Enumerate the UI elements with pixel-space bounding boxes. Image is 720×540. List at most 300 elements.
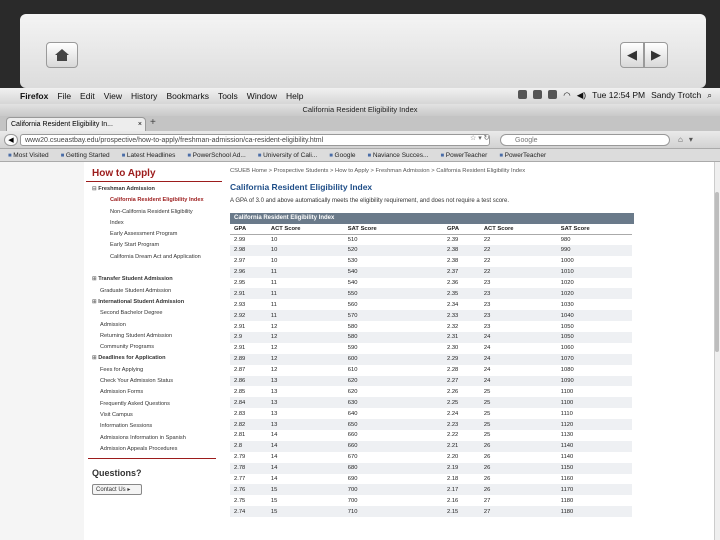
column-gap xyxy=(419,365,443,376)
table-cell: 560 xyxy=(347,301,358,308)
scrollbar[interactable] xyxy=(714,162,720,540)
table-row xyxy=(230,430,632,441)
back-button[interactable]: ◀ xyxy=(4,134,18,146)
spotlight-icon[interactable]: ⌕ xyxy=(707,90,712,100)
new-tab-icon[interactable]: + xyxy=(150,117,156,128)
bookmark-item[interactable]: ■ Naviance Succes... xyxy=(368,152,429,159)
table-cell: 25 xyxy=(483,432,491,439)
table-cell: 1100 xyxy=(557,397,632,408)
clock[interactable]: Tue 12:54 PM xyxy=(592,90,646,100)
table-cell: 2.8 xyxy=(230,441,267,452)
table-row xyxy=(230,376,632,387)
table-cell: 24 xyxy=(480,332,557,343)
table-cell: 680 xyxy=(344,463,419,474)
column-gap xyxy=(419,474,443,485)
table-row xyxy=(230,397,632,408)
table-cell: 2.30 xyxy=(446,345,459,352)
table-cell: 2.78 xyxy=(230,463,267,474)
navigation-toolbar xyxy=(0,131,720,149)
table-cell: 2.26 xyxy=(446,388,459,395)
table-row xyxy=(230,321,632,332)
table-cell: 13 xyxy=(267,376,344,387)
menu-edit[interactable]: Edit xyxy=(80,91,95,101)
table-cell: 1110 xyxy=(560,410,573,417)
column-gap xyxy=(419,495,443,506)
table-cell: 2.15 xyxy=(443,506,480,517)
column-header: GPA xyxy=(443,224,480,234)
table-cell: 13 xyxy=(270,410,278,417)
column-header: ACT Score xyxy=(480,224,557,234)
sidebar-item[interactable]: Admission xyxy=(100,321,126,328)
column-gap xyxy=(419,386,443,397)
table-cell: 700 xyxy=(344,484,419,495)
table-row xyxy=(230,474,632,485)
bookmark-item[interactable]: ■ PowerTeacher xyxy=(440,152,487,159)
eligibility-table xyxy=(230,224,632,517)
table-row xyxy=(230,299,632,310)
table-cell: 2.36 xyxy=(446,280,459,286)
table-cell: 2.97 xyxy=(234,258,246,265)
table-cell: 1020 xyxy=(557,288,632,299)
tab-active[interactable] xyxy=(6,117,146,131)
table-cell: 11 xyxy=(270,280,277,286)
column-gap xyxy=(419,419,443,430)
contact-us-button[interactable]: Contact Us ▸ xyxy=(92,484,142,495)
table-row xyxy=(230,463,632,474)
status-area xyxy=(518,90,712,101)
table-row xyxy=(230,419,632,430)
table-cell: 1120 xyxy=(557,419,632,430)
table-cell: 23 xyxy=(480,288,557,299)
table-cell: 1080 xyxy=(560,367,574,374)
table-cell: 14 xyxy=(267,463,344,474)
table-cell: 510 xyxy=(347,236,358,243)
table-cell: 2.19 xyxy=(443,463,480,474)
table-cell: 2.83 xyxy=(234,410,246,417)
table-cell: 1100 xyxy=(560,388,574,395)
table-row xyxy=(230,441,632,452)
mac-menu-bar xyxy=(0,88,720,104)
table-row xyxy=(230,343,632,354)
table-cell: 2.24 xyxy=(446,410,459,417)
table-cell: 700 xyxy=(347,497,358,504)
table-cell: 660 xyxy=(347,432,358,439)
sidebar-item[interactable]: Check Your Admission Status xyxy=(100,378,174,385)
table-cell: 1140 xyxy=(560,454,574,461)
bookmark-item[interactable]: ■ Getting Started xyxy=(61,152,110,159)
sidebar-item[interactable]: Returning Student Admission xyxy=(100,332,173,339)
table-cell: 2.33 xyxy=(443,310,480,321)
table-cell: 530 xyxy=(347,258,358,265)
arrow-left-icon: ◀ xyxy=(627,47,637,62)
sidebar-item[interactable]: California Resident Eligibility Index xyxy=(110,197,204,204)
search-input[interactable]: Google xyxy=(500,134,670,146)
column-gap xyxy=(419,376,443,387)
sidebar-item[interactable]: ⊞ Deadlines for Application xyxy=(86,353,222,364)
home-icon xyxy=(54,48,70,62)
sidebar-item[interactable]: ⊞ International Student Admission xyxy=(86,297,222,308)
sidebar-item[interactable]: Non-California Resident Eligibility xyxy=(110,208,193,215)
table-cell: 22 xyxy=(483,258,491,265)
table-row xyxy=(230,278,632,289)
table-cell: 600 xyxy=(344,354,419,365)
table-cell: 2.75 xyxy=(234,497,246,504)
table-cell: 26 xyxy=(480,463,557,474)
table-cell: 1030 xyxy=(560,301,574,308)
table-cell: 1140 xyxy=(557,441,632,452)
column-gap xyxy=(419,245,443,256)
menu-file[interactable]: File xyxy=(57,91,72,101)
table-cell: 12 xyxy=(270,367,278,374)
previous-slide-button[interactable] xyxy=(620,42,644,68)
table-cell: 550 xyxy=(344,288,419,299)
scroll-thumb[interactable] xyxy=(715,192,719,352)
column-gap xyxy=(419,397,443,408)
sidebar-item[interactable]: California Dream Act and Application xyxy=(110,253,201,260)
questions-heading: Questions? xyxy=(92,468,142,478)
table-row xyxy=(230,332,632,343)
table-cell: 2.92 xyxy=(230,310,267,321)
table-cell: 10 xyxy=(270,258,278,265)
table-cell: 670 xyxy=(347,454,358,461)
tab-label: California Resident Eligibility In... xyxy=(11,121,113,128)
table-cell: 2.93 xyxy=(234,301,246,308)
column-gap xyxy=(419,430,443,441)
table-cell: 2.77 xyxy=(234,476,246,483)
column-header: ACT Score xyxy=(267,224,344,234)
table-header-row xyxy=(230,224,632,234)
table-cell: 610 xyxy=(347,367,358,374)
table-cell: 990 xyxy=(557,245,632,256)
column-gap xyxy=(419,343,443,354)
sidebar-item[interactable]: ⊟ Freshman Admission xyxy=(86,184,222,195)
sidebar-item[interactable]: ⊞ Transfer Student Admission xyxy=(86,274,222,285)
table-cell: 1160 xyxy=(560,476,574,483)
table-cell: 2.31 xyxy=(443,332,480,343)
bookmarks-bar xyxy=(0,149,720,162)
table-cell: 23 xyxy=(483,280,491,286)
table-cell: 14 xyxy=(270,476,278,483)
table-cell: 1150 xyxy=(557,463,632,474)
table-cell: 14 xyxy=(270,454,278,461)
table-cell: 660 xyxy=(344,441,419,452)
table-cell: 14 xyxy=(267,441,344,452)
status-icon[interactable] xyxy=(548,90,557,99)
table-cell: 24 xyxy=(483,345,491,352)
table-cell: 2.79 xyxy=(234,454,246,461)
table-cell: 2.17 xyxy=(443,484,480,495)
table-row xyxy=(230,452,632,463)
home-button[interactable] xyxy=(46,42,78,68)
table-cell: 2.81 xyxy=(234,432,246,439)
table-cell: 1180 xyxy=(560,497,574,504)
bookmark-item[interactable]: ■ PowerSchool Ad... xyxy=(187,152,245,159)
slide-toolbar xyxy=(20,14,706,88)
table-cell: 1040 xyxy=(557,310,632,321)
column-gap xyxy=(419,288,443,299)
table-cell: 24 xyxy=(480,354,557,365)
menu-window[interactable]: Window xyxy=(246,91,278,101)
sidebar-item[interactable]: Admissions Information in Spanish xyxy=(100,434,186,441)
table-cell: 25 xyxy=(480,419,557,430)
bookmark-item[interactable]: ■ University of Cali... xyxy=(258,152,317,159)
table-cell: 2.18 xyxy=(446,476,459,483)
table-cell: 13 xyxy=(267,397,344,408)
column-gap xyxy=(419,267,443,278)
column-gap xyxy=(419,234,443,245)
table-cell: 23 xyxy=(483,323,491,330)
table-cell: 26 xyxy=(483,454,491,461)
table-cell: 2.28 xyxy=(446,367,459,374)
bookmark-item[interactable]: ■ PowerTeacher xyxy=(499,152,546,159)
table-cell: 2.25 xyxy=(443,397,480,408)
table-cell: 23 xyxy=(483,301,491,308)
column-header: SAT Score xyxy=(557,224,632,234)
table-cell: 2.20 xyxy=(446,454,459,461)
sidebar-item[interactable]: Visit Campus xyxy=(100,411,133,418)
column-gap xyxy=(419,354,443,365)
table-cell: 2.87 xyxy=(234,367,246,374)
table-cell: 11 xyxy=(267,310,344,321)
table-row xyxy=(230,245,632,256)
table-cell: 22 xyxy=(480,267,557,278)
page-title: California Resident Eligibility Index xyxy=(230,182,373,192)
table-cell: 11 xyxy=(267,267,344,278)
table-row xyxy=(230,234,632,245)
column-gap xyxy=(419,310,443,321)
url-input[interactable]: www20.csueastbay.edu/prospective/how-to-apply/freshman-admission/ca-resident-eligibility.html xyxy=(20,134,490,146)
status-icon[interactable] xyxy=(533,90,542,99)
user-name[interactable]: Sandy Trotch xyxy=(651,90,702,100)
table-row xyxy=(230,484,632,495)
intro-text: A GPA of 3.0 and above automatically meets the eligibility requirement, and does not require a test score. xyxy=(230,198,510,204)
menu-bookmarks[interactable]: Bookmarks xyxy=(166,91,209,101)
page-gutter xyxy=(0,162,84,540)
table-row xyxy=(230,267,632,278)
table-cell: 2.35 xyxy=(443,288,480,299)
table-cell: 1050 xyxy=(557,332,632,343)
column-gap xyxy=(419,463,443,474)
table-cell: 2.91 xyxy=(234,323,246,330)
table-cell: 2.86 xyxy=(230,376,267,387)
table-cell: 2.39 xyxy=(446,236,459,243)
menu-tools[interactable]: Tools xyxy=(217,91,238,101)
menu-view[interactable]: View xyxy=(103,91,122,101)
table-cell: 710 xyxy=(344,506,419,517)
table-row xyxy=(230,354,632,365)
table-cell: 2.21 xyxy=(443,441,480,452)
table-cell: 540 xyxy=(344,267,419,278)
table-cell: 26 xyxy=(483,476,491,483)
volume-icon[interactable]: ◀) xyxy=(576,90,587,100)
sidebar-item[interactable]: Second Bachelor Degree xyxy=(100,310,163,317)
status-icon[interactable] xyxy=(518,90,527,99)
table-cell: 2.89 xyxy=(230,354,267,365)
table-cell: 2.22 xyxy=(446,432,459,439)
column-header: GPA xyxy=(230,224,267,234)
table-cell: 10 xyxy=(267,245,344,256)
table-cell: 1180 xyxy=(557,506,632,517)
menu-app-name[interactable]: Firefox xyxy=(20,91,49,101)
table-cell: 590 xyxy=(347,345,358,352)
tab-bar xyxy=(0,116,720,131)
table-cell: 23 xyxy=(480,310,557,321)
sidebar-item[interactable]: Fees for Applying xyxy=(100,366,144,373)
table-title: California Resident Eligibility Index xyxy=(230,213,634,224)
table-cell: 2.38 xyxy=(446,258,459,265)
table-cell: 2.34 xyxy=(446,301,459,308)
column-gap xyxy=(419,299,443,310)
table-cell: 27 xyxy=(480,506,557,517)
table-cell: 13 xyxy=(267,419,344,430)
table-cell: 26 xyxy=(480,484,557,495)
table-row xyxy=(230,506,632,517)
table-cell: 15 xyxy=(267,484,344,495)
table-cell: 2.29 xyxy=(443,354,480,365)
table-cell: 640 xyxy=(347,410,358,417)
reload-icon[interactable]: ☆ ▾ ↻ xyxy=(470,135,490,142)
sidebar-item[interactable]: Community Programs xyxy=(100,344,155,351)
column-gap xyxy=(419,278,443,289)
table-cell: 2.37 xyxy=(443,267,480,278)
table-cell: 540 xyxy=(347,280,358,286)
table-cell: 2.9 xyxy=(230,332,267,343)
sidebar-item[interactable]: Early Start Program xyxy=(110,242,160,249)
table-cell: 13 xyxy=(270,388,278,395)
table-cell: 27 xyxy=(483,497,491,504)
sidebar-item[interactable]: Graduate Student Admission xyxy=(100,287,172,294)
table-cell: 580 xyxy=(347,323,358,330)
table-cell: 650 xyxy=(344,419,419,430)
table-cell: 15 xyxy=(270,497,278,504)
table-cell: 2.76 xyxy=(230,484,267,495)
window-title: California Resident Eligibility Index xyxy=(0,104,720,116)
menu-history[interactable]: History xyxy=(130,91,158,101)
sidebar-nav xyxy=(86,182,222,455)
arrow-right-icon: ▶ xyxy=(651,47,661,62)
column-header: SAT Score xyxy=(344,224,419,234)
table-cell: 1000 xyxy=(560,258,574,265)
column-gap xyxy=(419,452,443,463)
table-cell: 24 xyxy=(480,376,557,387)
divider xyxy=(88,458,216,459)
bookmark-item[interactable]: ■ Google xyxy=(329,152,355,159)
table-cell: 1010 xyxy=(557,267,632,278)
table-cell: 1060 xyxy=(560,345,574,352)
table-cell: 580 xyxy=(344,332,419,343)
table-cell: 2.16 xyxy=(446,497,459,504)
table-row xyxy=(230,386,632,397)
table-cell: 22 xyxy=(483,236,491,243)
table-cell: 25 xyxy=(483,388,491,395)
sidebar xyxy=(86,162,222,540)
table-cell: 12 xyxy=(270,323,278,330)
table-cell: 1090 xyxy=(557,376,632,387)
sidebar-title: How to Apply xyxy=(86,162,222,182)
column-gap xyxy=(419,224,443,234)
table-cell: 14 xyxy=(270,432,278,439)
table-cell: 620 xyxy=(347,388,358,395)
table-cell: 2.91 xyxy=(230,288,267,299)
table-cell: 2.84 xyxy=(230,397,267,408)
table-cell: 2.96 xyxy=(230,267,267,278)
sidebar-item[interactable]: Frequently Asked Questions xyxy=(100,400,170,407)
table-cell: 2.38 xyxy=(443,245,480,256)
table-cell: 1070 xyxy=(557,354,632,365)
menu-help[interactable]: Help xyxy=(286,91,304,101)
main-content xyxy=(230,162,634,540)
table-cell: 2.98 xyxy=(230,245,267,256)
close-icon[interactable]: × xyxy=(137,121,142,128)
table-row xyxy=(230,365,632,376)
table-cell: 690 xyxy=(347,476,358,483)
table-cell: 24 xyxy=(483,367,491,374)
table-cell: 11 xyxy=(270,301,277,308)
column-gap xyxy=(419,408,443,419)
column-gap xyxy=(419,256,443,267)
table-cell: 2.82 xyxy=(230,419,267,430)
sidebar-item[interactable]: Admission Forms xyxy=(100,389,144,396)
table-cell: 2.32 xyxy=(446,323,459,330)
toolbar-icons[interactable]: ⌂▾ xyxy=(678,135,699,144)
wifi-icon[interactable]: ◠ xyxy=(563,90,571,100)
table-cell: 2.27 xyxy=(443,376,480,387)
table-cell: 12 xyxy=(267,332,344,343)
bookmark-item[interactable]: ■ Latest Headlines xyxy=(122,152,176,159)
sidebar-item[interactable]: Admission Appeals Procedures xyxy=(100,445,178,452)
table-cell: 2.91 xyxy=(234,345,246,352)
table-cell: 2.95 xyxy=(234,280,246,286)
sidebar-item[interactable]: Early Assessment Program xyxy=(110,231,178,238)
table-cell: 12 xyxy=(270,345,278,352)
page-content xyxy=(0,162,720,540)
column-gap xyxy=(419,506,443,517)
column-gap xyxy=(419,484,443,495)
presentation-frame xyxy=(0,0,720,90)
sidebar-item[interactable]: Information Sessions xyxy=(100,423,153,430)
column-gap xyxy=(419,441,443,452)
table-cell: 12 xyxy=(267,354,344,365)
table-cell: 620 xyxy=(344,376,419,387)
table-cell: 2.23 xyxy=(443,419,480,430)
sidebar-item xyxy=(86,263,222,274)
bookmark-item[interactable]: ■ Most Visited xyxy=(8,152,49,159)
column-gap xyxy=(419,321,443,332)
table-cell: 25 xyxy=(480,397,557,408)
table-row xyxy=(230,288,632,299)
table-row xyxy=(230,256,632,267)
table-cell: 1130 xyxy=(560,432,574,439)
table-cell: 11 xyxy=(267,288,344,299)
table-cell: 520 xyxy=(344,245,419,256)
sidebar-item[interactable]: Index xyxy=(110,219,124,226)
table-cell: 10 xyxy=(270,236,278,243)
table-cell: 2.74 xyxy=(230,506,267,517)
table-cell: 2.85 xyxy=(234,388,246,395)
table-cell: 980 xyxy=(560,236,571,243)
breadcrumb[interactable]: CSUEB Home > Prospective Students > How to Apply > Freshman Admission > California Resident Eligibility Index xyxy=(230,168,526,174)
next-slide-button[interactable] xyxy=(644,42,668,68)
table-row xyxy=(230,408,632,419)
table-cell: 1050 xyxy=(560,323,574,330)
table-cell: 1020 xyxy=(560,280,574,286)
table-row xyxy=(230,495,632,506)
table-cell: 15 xyxy=(267,506,344,517)
table-cell: 630 xyxy=(344,397,419,408)
table-cell: 26 xyxy=(480,441,557,452)
table-cell: 25 xyxy=(483,410,491,417)
table-row xyxy=(230,310,632,321)
